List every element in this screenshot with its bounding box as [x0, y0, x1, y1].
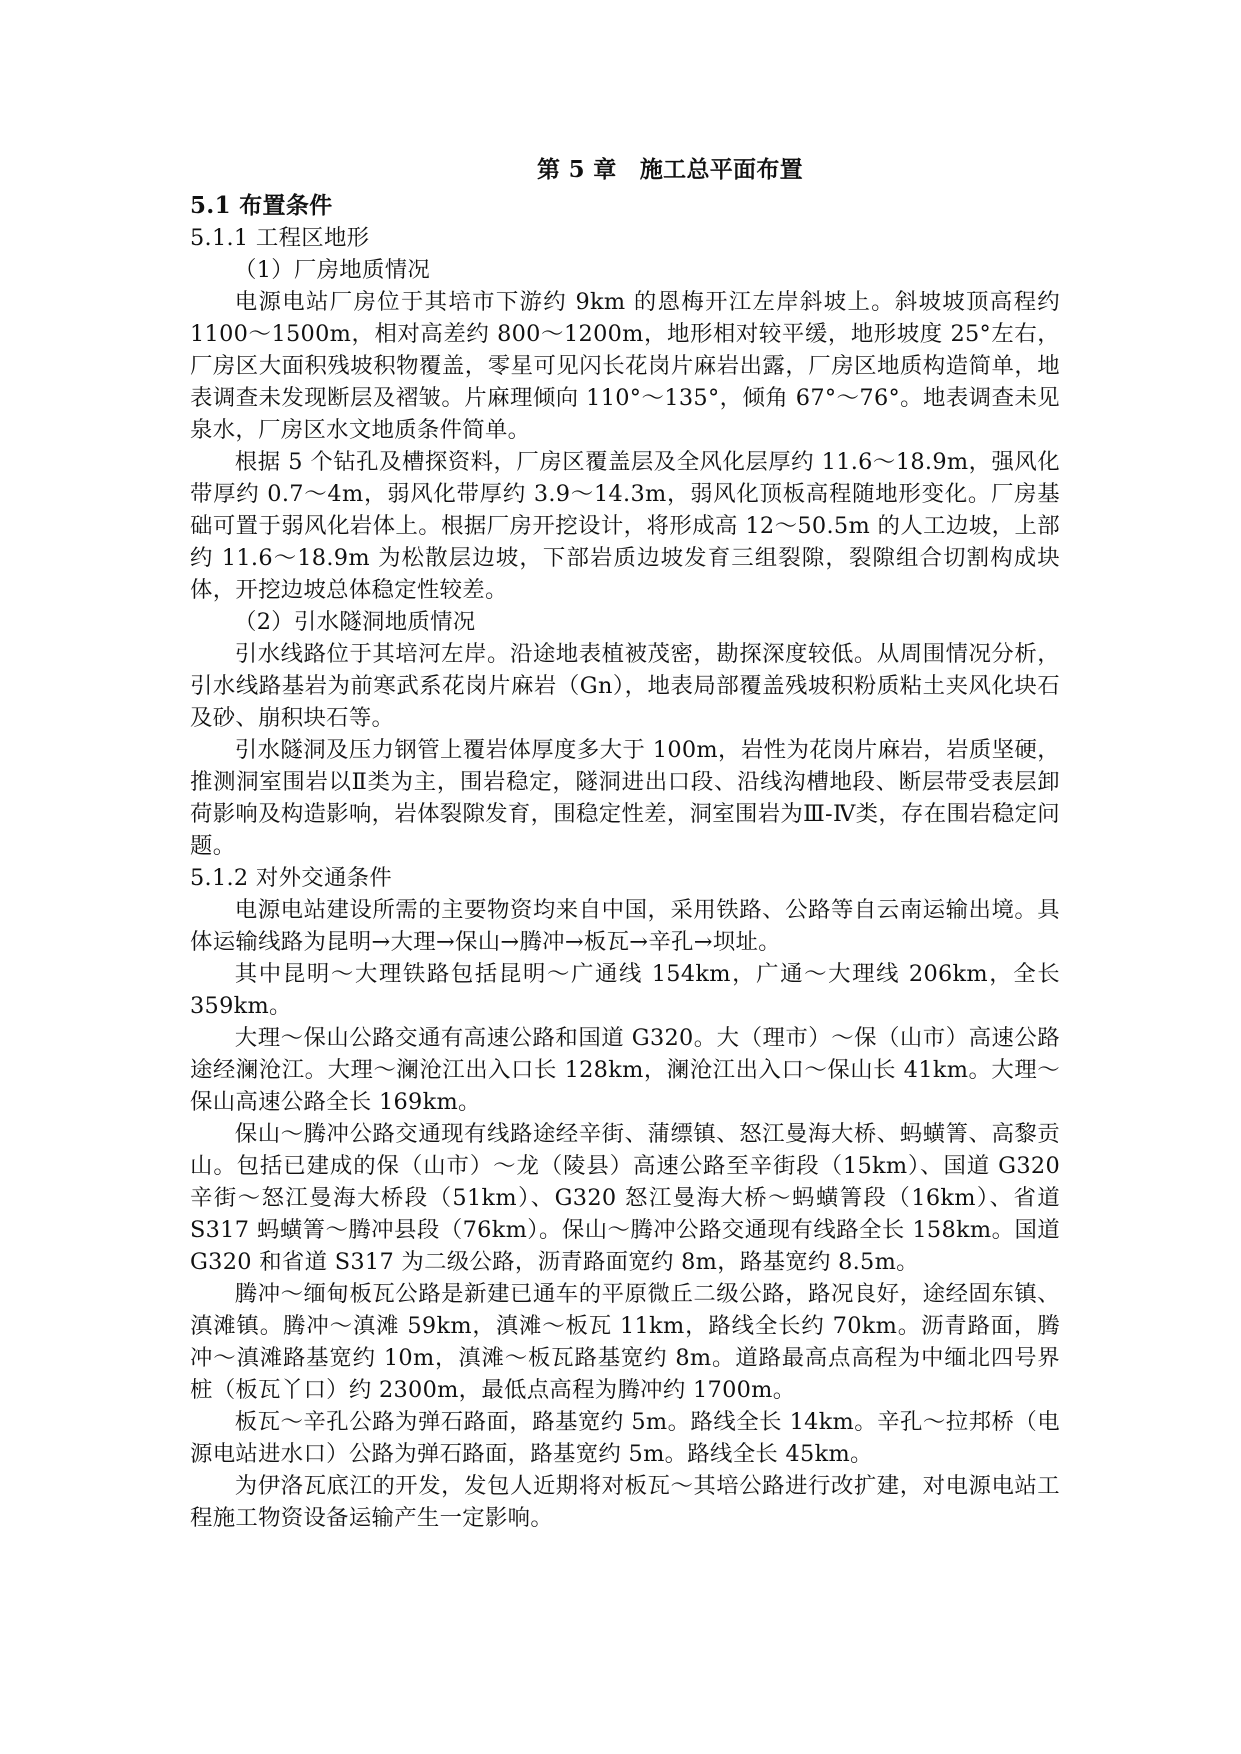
paragraph: 腾冲～缅甸板瓦公路是新建已通车的平原微丘二级公路，路况良好，途经固东镇、滇滩镇。腾冲～滇滩 59km，滇滩～板瓦 11km，路线全长约 70km。沥青路面，腾冲～滇滩路基宽约 10m，滇滩～板瓦路基宽约 8m。道路最高点高程为中缅北四号界桩（板瓦丫口）约 2300m，最低点高程为腾冲约 1700m。: [190, 1281, 1060, 1403]
item-heading-powerhouse-geology: （1）厂房地质情况: [234, 257, 431, 283]
paragraph: 引水线路位于其培河左岸。沿途地表植被茂密，勘探深度较低。从周围情况分析，引水线路基岩为前寒武系花岗片麻岩（Gn），地表局部覆盖残坡积粉质粘土夹风化块石及砂、崩积块石等。: [190, 641, 1060, 731]
paragraph: 为伊洛瓦底江的开发，发包人近期将对板瓦～其培公路进行改扩建，对电源电站工程施工物资设备运输产生一定影响。: [190, 1473, 1060, 1531]
section-heading: 5.1 布置条件: [190, 192, 333, 219]
document-body: [190, 150, 1060, 1534]
paragraph: 保山～腾冲公路交通现有线路途经辛街、蒲缥镇、怒江曼海大桥、蚂蟥箐、高黎贡山。包括已建成的保（山市）～龙（陵县）高速公路至辛街段（15km）、国道 G320 辛街～怒江曼海大桥段（51km）、G320 怒江曼海大桥～蚂蟥箐段（16km）、省道 S317 蚂蟥箐～腾冲县段（76km）。保山～腾冲公路交通现有线路全长 158km。国道 G320 和省道 S317 为二级公路，沥青路面宽约 8m，路基宽约 8.5m。: [190, 1121, 1060, 1275]
paragraph: 其中昆明～大理铁路包括昆明～广通线 154km，广通～大理线 206km，全长 359km。: [190, 961, 1060, 1019]
item-heading-tunnel-geology: （2）引水隧洞地质情况: [234, 609, 476, 635]
paragraph: 板瓦～辛孔公路为弹石路面，路基宽约 5m。路线全长 14km。辛孔～拉邦桥（电源电站进水口）公路为弹石路面，路基宽约 5m。路线全长 45km。: [190, 1409, 1060, 1467]
subsection-heading-terrain: 5.1.1 工程区地形: [190, 225, 370, 251]
subsection-heading-transport: 5.1.2 对外交通条件: [190, 865, 393, 891]
paragraph: 大理～保山公路交通有高速公路和国道 G320。大（理市）～保（山市）高速公路途经澜沧江。大理～澜沧江出入口长 128km，澜沧江出入口～保山长 41km。大理～保山高速公路全长 169km。: [190, 1025, 1060, 1115]
paragraph: 根据 5 个钻孔及槽探资料，厂房区覆盖层及全风化层厚约 11.6～18.9m，强风化带厚约 0.7～4m，弱风化带厚约 3.9～14.3m，弱风化顶板高程随地形变化。厂房基础可置于弱风化岩体上。根据厂房开挖设计，将形成高 12～50.5m 的人工边坡，上部约 11.6～18.9m 为松散层边坡，下部岩质边坡发育三组裂隙，裂隙组合切割构成块体，开挖边坡总体稳定性较差。: [190, 449, 1060, 603]
paragraph: 电源电站建设所需的主要物资均来自中国，采用铁路、公路等自云南运输出境。具体运输线路为昆明→大理→保山→腾冲→板瓦→辛孔→坝址。: [190, 897, 1060, 955]
paragraph: 引水隧洞及压力钢管上覆岩体厚度多大于 100m，岩性为花岗片麻岩，岩质坚硬，推测洞室围岩以Ⅱ类为主，围岩稳定，隧洞进出口段、沿线沟槽地段、断层带受表层卸荷影响及构造影响，岩体裂隙发育，围稳定性差，洞室围岩为Ⅲ-Ⅳ类，存在围岩稳定问题。: [190, 737, 1060, 859]
chapter-title: 第 5 章 施工总平面布置: [537, 156, 803, 183]
paragraph: 电源电站厂房位于其培市下游约 9km 的恩梅开江左岸斜坡上。斜坡坡顶高程约 1100～1500m，相对高差约 800～1200m，地形相对较平缓，地形坡度 25°左右，厂房区大面积残坡积物覆盖，零星可见闪长花岗片麻岩出露，厂房区地质构造简单，地表调查未发现断层及褶皱。片麻理倾向 110°～135°，倾角 67°～76°。地表调查未见泉水，厂房区水文地质条件简单。: [190, 289, 1060, 443]
